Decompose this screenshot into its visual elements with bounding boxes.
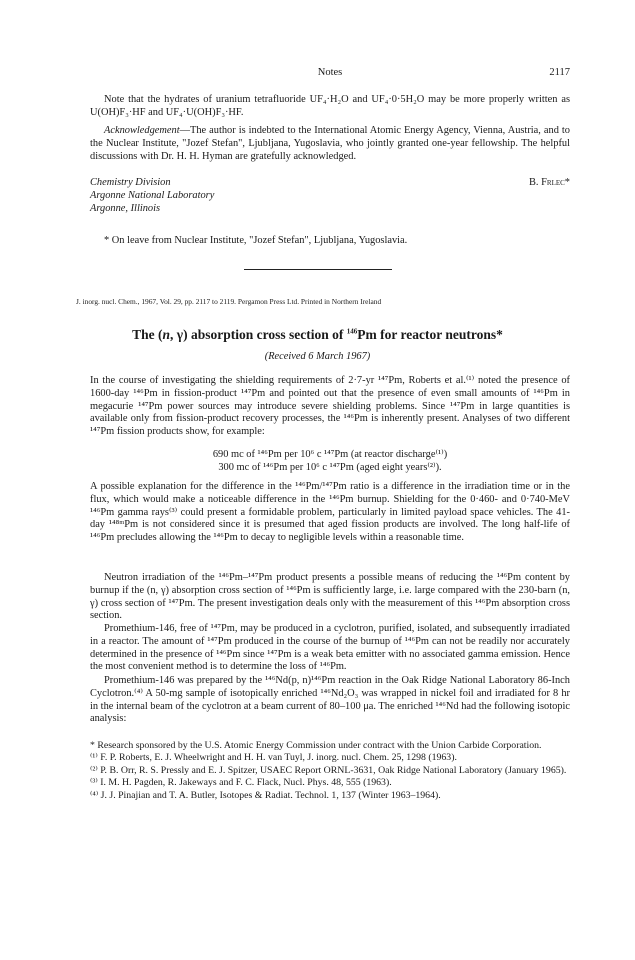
paragraph-explanation: A possible explanation for the difference in the ¹⁴⁶Pm/¹⁴⁷Pm ratio is a difference in the irradiation time or in the flux, which would make a noticeable difference in the ¹⁴⁶Pm burnup. Shielding for the 0·460- and 0·740-MeV ¹⁴⁶Pm gamma rays⁽³⁾ could present a formidable problem, particularly in limited payload space vehicles. The 41-day ¹⁴⁸ᵐPm is not considered since it is presumed that aged fission products are involved. The long half-life of ¹⁴⁶Pm precludes allowing the ¹⁴⁶Pm to decay to negligible levels within a reasonable time.: [90, 481, 570, 544]
example-values: [90, 449, 570, 475]
footnote-sponsor: * Research sponsored by the U.S. Atomic Energy Commission under contract with the Union Carbide Corporation.: [90, 740, 542, 751]
footnote-1: ⁽¹⁾ F. P. Roberts, E. J. Wheelwright and H. H. van Tuyl, J. inorg. nucl. Chem. 25, 1298 (1963).: [90, 752, 457, 764]
footnote-2: ⁽²⁾ P. B. Orr, R. S. Pressly and E. J. Spitzer, USAEC Report ORNL-3631, Oak Ridge National Laboratory (January 1965).: [90, 764, 567, 776]
title-n: n: [162, 327, 171, 342]
ack-label: Acknowledgement: [104, 125, 180, 136]
author-name: B. Frlec*: [529, 177, 570, 188]
title-mass-number: 146: [346, 327, 358, 336]
paragraph-production: Promethium-146, free of ¹⁴⁷Pm, may be produced in a cyclotron, purified, isolated, and subsequently irradiated in a reactor. The amount of ¹⁴⁷Pm produced in the course of the burnup of ¹⁴⁶Pm can not be readily nor accurately determined in the presence of ¹⁴⁶Pm since ¹⁴⁷Pm is a weak beta emitter with no associated gamma emission. Hence the most convenient method is to determine the loss of ¹⁴⁶Pm.: [90, 623, 570, 673]
author-footnote: * On leave from Nuclear Institute, "Jozef Stefan", Ljubljana, Yugoslavia.: [104, 235, 408, 246]
affiliation-division: Chemistry Division: [90, 177, 171, 188]
example-line-2: 300 mc of ¹⁴⁶Pm per 10⁶ c ¹⁴⁷Pm (aged eight years⁽²⁾).: [218, 461, 442, 473]
affiliation-block: [90, 177, 570, 215]
page-number: 2117: [549, 67, 570, 78]
affiliation-lab: Argonne National Laboratory: [90, 189, 215, 201]
example-line-1: 690 mc of ¹⁴⁶Pm per 10⁶ c ¹⁴⁷Pm (at reactor discharge⁽¹⁾): [212, 449, 448, 460]
footnotes: [90, 740, 570, 802]
paragraph-intro: In the course of investigating the shielding requirements of 2·7-yr ¹⁴⁷Pm, Roberts et al.⁽¹⁾ noted the presence of 1600-day ¹⁴⁶Pm in fission-product ¹⁴⁷Pm and pointed out that the presence of even small amounts of ¹⁴⁶Pm in megacurie ¹⁴⁷Pm power sources may introduce severe shielding problems. Since ¹⁴⁷Pm in large quantities is available only from fission-product recovery processes, the ¹⁴⁶Pm is inherently present. Analyses of two different ¹⁴⁷Pm fission products show, for example:: [90, 375, 570, 438]
ack-text: —The author is indebted to the International Atomic Energy Agency, Vienna, Austria, and to the Nuclear Institute, "Jozef Stefan", Ljubljana, Yugoslavia, who jointly granted one-year fellowship. The helpful discussions with Dr. H. H. Hyman are gratefully acknowledged.: [90, 125, 570, 162]
footnote-4: ⁽⁴⁾ J. J. Pinajian and T. A. Butler, Isotopes & Radiat. Technol. 1, 137 (Winter 1963–1964).: [90, 789, 441, 801]
running-header: [90, 67, 570, 81]
acknowledgement: [90, 125, 570, 163]
running-title: Notes: [317, 67, 343, 78]
hydrates-note: Note that the hydrates of uranium tetrafluoride UF₄·H₂O and UF₄·0·5H₂O may be more properly written as U(OH)F₃·HF and UF₄·U(OH)F₃·HF.: [90, 94, 570, 118]
journal-reference: J. inorg. nucl. Chem., 1967, Vol. 29, pp. 2117 to 2119. Pergamon Press Ltd. Printed in Northern Ireland: [76, 297, 382, 306]
footnote-3: ⁽³⁾ I. M. H. Pagden, R. Jakeways and F. C. Flack, Nucl. Phys. 48, 555 (1963).: [90, 777, 392, 789]
received-date: (Received 6 March 1967): [264, 351, 371, 362]
section-divider: [244, 269, 392, 270]
paragraph-irradiation: Neutron irradiation of the ¹⁴⁶Pm–¹⁴⁷Pm product presents a possible means of reducing the ¹⁴⁶Pm content by burnup if the (n, γ) absorption cross section of ¹⁴⁶Pm is sufficiently large, i.e. large compared with the 230-barn (n, γ) cross section of ¹⁴⁷Pm. The present investigation deals only with the measurement of this ¹⁴⁶Pm absorption cross section.: [90, 572, 570, 622]
article-title: The (n, γ) absorption cross section of $^{146}$Pm for reactor neutrons*: [132, 327, 503, 342]
affiliation-city: Argonne, Illinois: [90, 202, 161, 214]
paragraph-preparation: Promethium-146 was prepared by the ¹⁴⁶Nd(p, n)¹⁴⁶Pm reaction in the Oak Ridge National Laboratory 86-Inch Cyclotron.⁽⁴⁾ A 50-mg sample of isotopically enriched ¹⁴⁶Nd₂O₃ was wrapped in nickel foil and irradiated for 8 hr in the internal beam of the cyclotron at a beam current of 80–100 μa. The enriched ¹⁴⁶Nd had the following isotopic analysis:: [90, 675, 570, 725]
